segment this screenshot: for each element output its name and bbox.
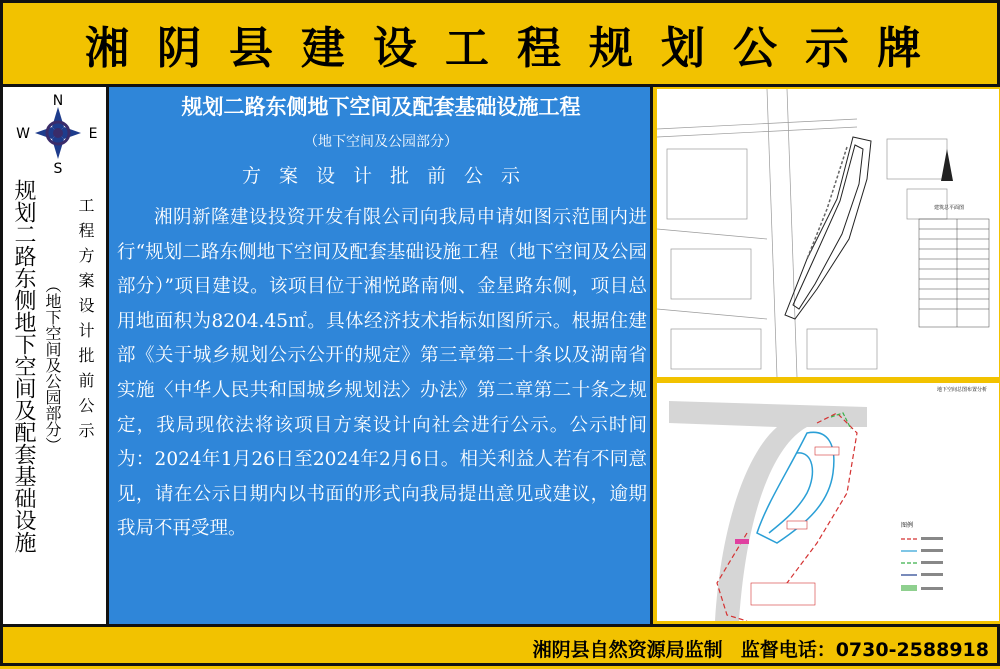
compass-east: E [88,126,98,142]
supervisor-label: 湘阴县自然资源局监制 [532,638,723,661]
underground-plan-svg [657,383,999,621]
underground-plan-label: 地下空间总图布置分析 [936,387,987,393]
project-subtitle-vertical: （地下空间及公园部分） [43,277,62,453]
compass-icon [15,93,101,173]
notice-heading: 方案设计批前公示 [241,165,538,187]
board-footer [3,624,1000,669]
board-main [3,87,1000,624]
compass-south: S [53,161,63,173]
notice-title: 规划二路东侧地下空间及配套基础设施工程 [181,95,581,119]
notice-panel [109,87,653,624]
plan-column [653,87,1000,624]
site-plan-drawing [657,89,999,377]
site-plan-svg [657,89,999,377]
legend-title: 图例 [901,522,914,529]
site-plan-label: 建筑总平面图 [933,205,965,211]
compass-north: N [52,93,64,109]
compass-west: W [16,126,30,142]
left-column [3,87,109,624]
project-name-vertical: 规划二路东侧地下空间及配套基础设施 [11,179,36,553]
hotline-label: 监督电话：0730-2588918 [740,638,989,661]
notice-type-vertical: 工程方案设计批前公示 [76,197,95,447]
underground-plan-drawing [657,383,999,621]
board-title: 湘阴县建设工程规划公示牌 [85,22,949,74]
notice-subtitle: （地下空间及公园部分） [304,134,458,150]
board-header [3,3,1000,87]
notice-body: 湘阴新隆建设投资开发有限公司向我局申请如图示范围内进行“规划二路东侧地下空间及配套基础设施工程（地下空间及公园部分）”项目建设。该项目位于湘悦路南侧、金星路东侧，项目总用地面积为8204.45㎡。具体经济技术指标如图所示。根据住建部《关于城乡规划公示公开的规定》第三章第二十条以及湖南省实施〈中华人民共和国城乡规划法〉办法》第二章第二十条之规定，我局现依法将该项目方案设计向社会进行公示。公示时间为：2024年1月26日至2024年2月6日。相关利益人若有不同意见，请在公示日期内以书面的形式向我局提出意见或建议，逾期我局不再受理。 [117,207,647,540]
